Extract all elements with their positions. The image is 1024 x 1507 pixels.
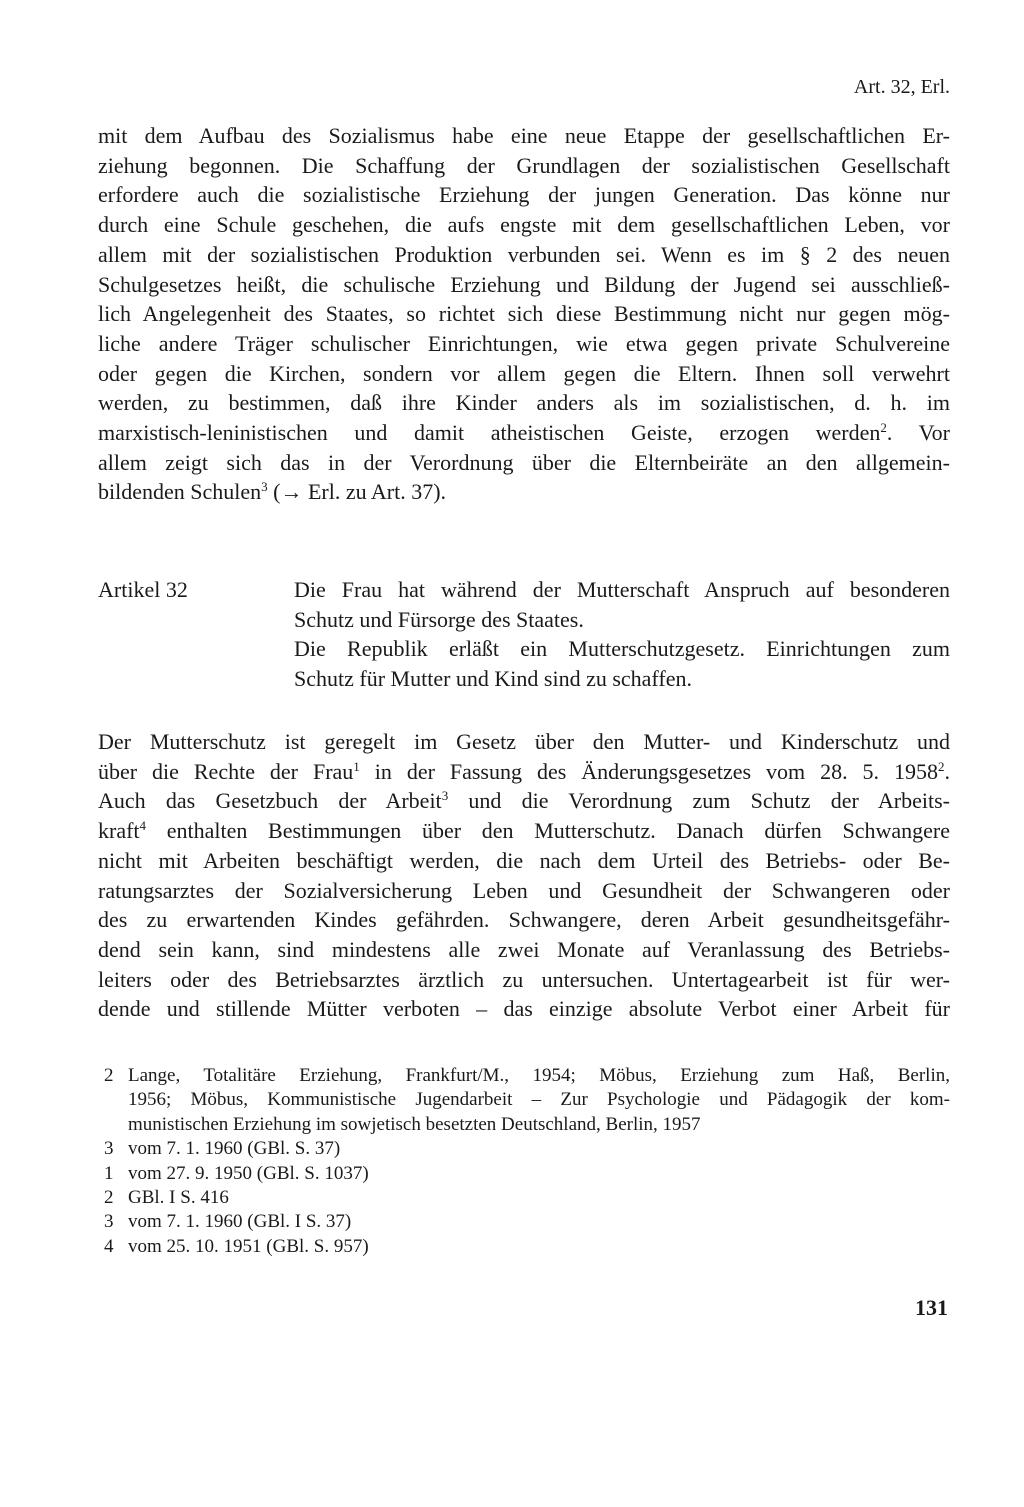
footnote: [104, 1064, 950, 1137]
text-line: ratungsarztes der Sozialversicherung Leben und Gesundheit der Schwangeren oder: [98, 877, 950, 903]
footnote-line: Lange, Totalitäre Erziehung, Frankfurt/M., 1954; Möbus, Erziehung zum Haß, Berlin,: [128, 1065, 950, 1086]
running-head: Art. 32, Erl.: [853, 76, 950, 98]
footnote-number: 2: [104, 1187, 114, 1209]
footnote-ref: 3: [441, 788, 449, 804]
article-line: Die Frau hat während der Mutterschaft Anspruch auf besonderen: [294, 577, 950, 602]
footnote-line: 1956; Möbus, Kommunistische Jugendarbeit – Zur Psychologie und Pädagogik der kom-: [128, 1089, 950, 1111]
footnote-line: munistischen Erziehung im sowjetisch besetzten Deutschland, Berlin, 1957: [128, 1113, 701, 1135]
footnote-line: vom 7. 1. 1960 (GBl. S. 37): [128, 1138, 341, 1160]
footnote-text: [128, 1137, 950, 1161]
text-line: liche andere Träger schulischer Einrichtungen, wie etwa gegen private Schulvereine: [98, 330, 950, 356]
footnote-line: vom 25. 10. 1951 (GBl. S. 957): [128, 1235, 369, 1257]
text-line: durch eine Schule geschehen, die aufs engste mit dem gesellschaftlichen Leben, vor: [98, 212, 950, 238]
text-line: lich Angelegenheit des Staates, so richtet sich diese Bestimmung nicht nur gegen mög-: [98, 301, 950, 327]
text-line: oder gegen die Kirchen, sondern vor allem gegen die Eltern. Ihnen soll verwehrt: [98, 360, 950, 386]
text-line: dend sein kann, sind mindestens alle zwei Monate auf Veranlassung des Betriebs-: [98, 936, 950, 962]
text-line: ziehung begonnen. Die Schaffung der Grundlagen der sozialistischen Gesellschaft: [98, 152, 950, 178]
article-label: Artikel 32: [98, 577, 188, 602]
article-line: Schutz für Mutter und Kind sind zu schaffen.: [294, 666, 692, 692]
footnote-line: vom 27. 9. 1950 (GBl. S. 1037): [128, 1162, 369, 1184]
text-line: leiters oder des Betriebsarztes ärztlich zu untersuchen. Untertagearbeit ist für wer-: [98, 966, 950, 992]
text-line: dende und stillende Mütter verboten – das einzige absolute Verbot einer Arbeit für: [98, 996, 950, 1022]
footnote-number: 3: [104, 1211, 114, 1233]
footnote-text: [128, 1064, 950, 1137]
footnote-number: 3: [104, 1138, 114, 1160]
footnote-ref: 3: [261, 479, 268, 495]
footnote: [104, 1137, 950, 1161]
footnote-ref: 2: [880, 420, 887, 436]
text-line: marxistisch-leninistischen und damit atheistischen Geiste, erzogen werden$^2$. Vor: [98, 420, 950, 446]
text-line: Auch das Gesetzbuch der Arbeit$^3$ und die Verordnung zum Schutz der Arbeits-: [98, 788, 950, 814]
body-paragraph-2: [98, 727, 950, 1024]
text-line: Schulgesetzes heißt, die schulische Erziehung und Bildung der Jugend sei ausschließ-: [98, 271, 950, 297]
text-line: mit dem Aufbau des Sozialismus habe eine neue Etappe der gesellschaftlichen Er-: [98, 123, 950, 148]
text-line: allem zeigt sich das in der Verordnung über die Elternbeiräte an den allgemein-: [98, 449, 950, 475]
footnote-line: vom 7. 1. 1960 (GBl. I S. 37): [128, 1211, 352, 1233]
page-number: 131: [915, 1295, 948, 1320]
footnote: [104, 1186, 950, 1210]
footnote-text: [128, 1235, 950, 1259]
footnote: [104, 1235, 950, 1259]
footnote-text: [128, 1186, 950, 1210]
text-line: des zu erwartenden Kindes gefährden. Schwangere, deren Arbeit gesundheitsgefähr-: [98, 907, 950, 933]
footnote-ref: 2: [938, 758, 945, 774]
text-line: allem mit der sozialistischen Produktion verbunden sei. Wenn es im § 2 des neuen: [98, 241, 950, 267]
article-text: [294, 575, 950, 694]
footnote-ref: 1: [353, 758, 360, 774]
footnote: [104, 1210, 950, 1234]
body-paragraph-1: [98, 121, 950, 507]
text-line: Der Mutterschutz ist geregelt im Gesetz über den Mutter- und Kinderschutz und: [98, 729, 950, 754]
footnote: [104, 1162, 950, 1186]
text-line: kraft$^4$ enthalten Bestimmungen über den Mutterschutz. Danach dürfen Schwangere: [98, 818, 950, 844]
footnote-ref: 4: [139, 818, 147, 834]
text-line: werden, zu bestimmen, daß ihre Kinder anders als im sozialistischen, d. h. im: [98, 390, 950, 416]
article-line: Schutz und Fürsorge des Staates.: [294, 606, 584, 632]
footnote-number: 2: [104, 1065, 114, 1086]
text-line: über die Rechte der Frau$^1$ in der Fassung des Änderungsgesetzes vom 28. 5. 1958$^2$.: [98, 758, 950, 784]
footnote-text: [128, 1210, 950, 1234]
text-line: erfordere auch die sozialistische Erziehung der jungen Generation. Das könne nur: [98, 182, 950, 208]
footnote-line: GBl. I S. 416: [128, 1187, 229, 1209]
text-line: bildenden Schulen$^3$ (→ Erl. zu Art. 37).: [98, 479, 447, 505]
footnote-text: [128, 1162, 950, 1186]
footnote-number: 4: [104, 1235, 114, 1257]
text-line: nicht mit Arbeiten beschäftigt werden, die nach dem Urteil des Betriebs- oder Be-: [98, 847, 950, 873]
footnotes: [104, 1064, 950, 1259]
article-line: Die Republik erläßt ein Mutterschutzgesetz. Einrichtungen zum: [294, 636, 950, 662]
footnote-number: 1: [104, 1162, 114, 1184]
